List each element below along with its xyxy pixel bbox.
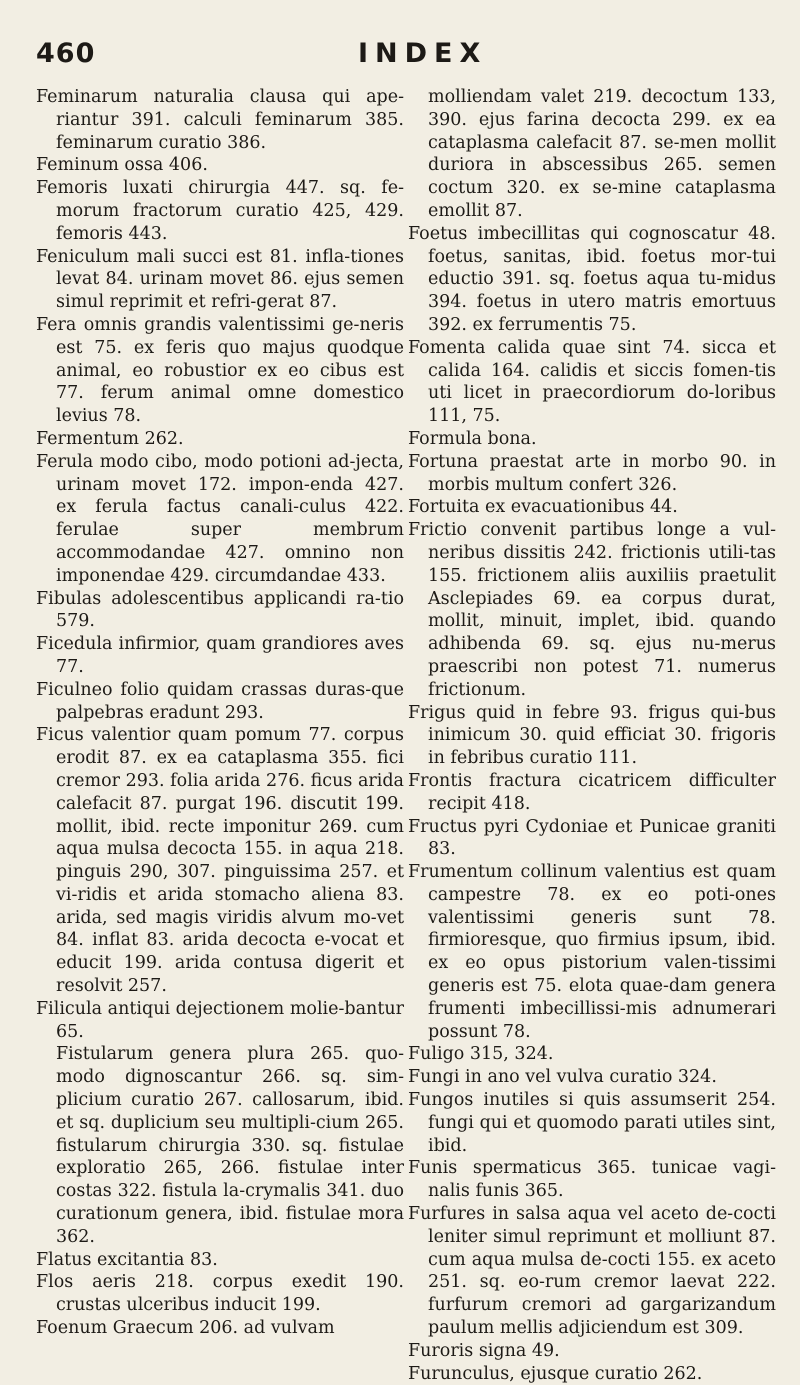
index-entry: Fibulas adolescentibus applicandi ra-tio 579. xyxy=(36,588,404,632)
index-entry: Foetus imbecillitas qui cognoscatur 48. foetus, sanitas, ibid. foetus mor-tui eductio 391. sq. foetus aqua tu-midus 394. foetus in utero matris emortuus 392. ex ferrumentis 75. xyxy=(408,223,776,335)
index-entry: Fuligo 315, 324. xyxy=(408,1044,554,1065)
index-entry: Filicula antiqui dejectionem molie-bantur 65. xyxy=(36,998,404,1042)
index-entry: Fera omnis grandis valentissimi ge-neris est 75. ex feris quo majus quodque animal, eo robustior ex eo cibus est 77. ferum animal omne domestico levius 78. xyxy=(36,314,404,427)
index-entry: Femoris luxati chirurgia 447. sq. fe-morum fractorum curatio 425, 429. femoris 443. xyxy=(36,178,404,244)
index-entry: Feniculum mali succi est 81. infla-tiones levat 84. urinam movet 86. ejus semen simul reprimit et refri-gerat 87. xyxy=(36,246,404,313)
index-entry: Frigus quid in febre 93. frigus qui-bus inimicum 30. quid efficiat 30. frigoris in febribus curatio 111. xyxy=(408,702,776,769)
index-entry: Formula bona. xyxy=(408,428,537,449)
index-entry: Feminarum naturalia clausa qui ape-riantur 391. calculi feminarum 385. feminarum curatio 386. xyxy=(36,87,404,153)
index-entry: Ferula modo cibo, modo potioni ad-jecta, urinam movet 172. impon-enda 427. ex ferula factus canali-culus 422. ferulae super membrum accommodandae 427. omnino non imponendae 429. circumdandae 433. xyxy=(36,451,404,586)
index-entry: Frictio convenit partibus longe a vul-neribus dissitis 242. frictionis utili-tas 155. frictionem aliis auxiliis praetulit Asclepiades 69. ea corpus durat, mollit, minuit, implet, ibid. quando adhibenda 69. sq. ejus nu-merus praescribi non potest 71. numerus frictionum. xyxy=(408,520,776,700)
index-entry: Foenum Graecum 206. ad vulvam xyxy=(36,1318,335,1339)
index-entry: Fortuna praestat arte in morbo 90. in morbis multum confert 326. xyxy=(408,451,776,495)
index-entry: Furunculus, ejusque curatio 262. xyxy=(408,1363,703,1384)
index-entry: Furfures in salsa aqua vel aceto de-cocti leniter simul reprimunt et molliunt 87. cum aqua mulsa de-cocti 155. ex aceto 251. sq. eo-rum cremor laevat 222. furfurum cremori ad gargarizandum paulum mellis adjiciendum est 309. xyxy=(408,1204,776,1339)
index-entry: Fomenta calida quae sint 74. sicca et calida 164. calidis et siccis fomen-tis uti licet in praecordiorum do-loribus 111, 75. xyxy=(408,337,776,427)
index-entry: Ficulneo folio quidam crassas duras-que palpebras eradunt 293. xyxy=(36,679,404,723)
index-entry: Fortuita ex evacuationibus 44. xyxy=(408,497,678,518)
index-entry: Feminum ossa 406. xyxy=(36,155,208,176)
index-entry: Fungos inutiles si quis assumserit 254. fungi qui et quomodo parati utiles sint, ibid. xyxy=(408,1090,776,1156)
index-entry: Fistularum genera plura 265. quo-modo dignoscantur 266. sq. sim-plicium curatio 267. callosarum, ibid. et sq. duplicium seu multipli-cium 265. fistularum chirurgia 330. sq. fistulae exploratio 265, 266. fistulae inter costas 322. fistula la-crymalis 341. duo curationum genera, ibid. fistulae mora 362. xyxy=(56,1044,404,1247)
index-entry: molliendam valet 219. decoctum 133, 390. ejus farina decocta 299. ex ea cataplasma calefacit 87. se-men mollit duriora in abscessibus 265. semen coctum 320. ex se-mine cataplasma emollit 87. xyxy=(428,87,776,221)
index-entry: Fermentum 262. xyxy=(36,428,184,449)
index-entry: Ficus valentior quam pomum 77. corpus erodit 87. ex ea cataplasma 355. fici cremor 293. folia arida 276. ficus arida calefacit 87. purgat 196. discutit 199. mollit, ibid. recte imponitur 269. cum aqua mulsa decocta 155. in aqua 218. pinguis 290, 307. pinguissima 257. et vi-ridis et arida stomacho aliena 83. arida, sed magis viridis alvum mo-vet 84. inflat 83. arida decocta e-vocat et educit 199. arida contusa digerit et resolvit 257. xyxy=(36,725,404,997)
index-entry: Furoris signa 49. xyxy=(408,1340,560,1361)
page-number: 460 xyxy=(36,38,96,69)
index-column-right xyxy=(408,86,776,1385)
index-entry: Flatus excitantia 83. xyxy=(36,1249,218,1270)
page-header xyxy=(0,38,800,78)
index-entry: Funis spermaticus 365. tunicae vagi-nalis funis 365. xyxy=(408,1158,776,1202)
index-column-left xyxy=(36,86,404,1340)
index-entry: Frumentum collinum valentius est quam campestre 78. ex eo poti-ones valentissimi generis sunt 78. firmioresque, quo firmius ipsum, ibid. ex eo opus pistorium valen-tissimi generis est 75. elota quae-dam genera frumenti imbecillissi-mis adnumerari possunt 78. xyxy=(408,862,776,1042)
index-entry: Ficedula infirmior, quam grandiores aves 77. xyxy=(36,634,404,677)
index-entry: Frontis fractura cicatricem difficulter recipit 418. xyxy=(408,770,776,814)
index-entry: Flos aeris 218. corpus exedit 190. crustas ulceribus inducit 199. xyxy=(36,1272,404,1316)
index-entry: Fructus pyri Cydoniae et Punicae graniti 83. xyxy=(408,816,776,860)
running-head: INDEX xyxy=(358,38,488,69)
index-entry: Fungi in ano vel vulva curatio 324. xyxy=(408,1067,717,1088)
